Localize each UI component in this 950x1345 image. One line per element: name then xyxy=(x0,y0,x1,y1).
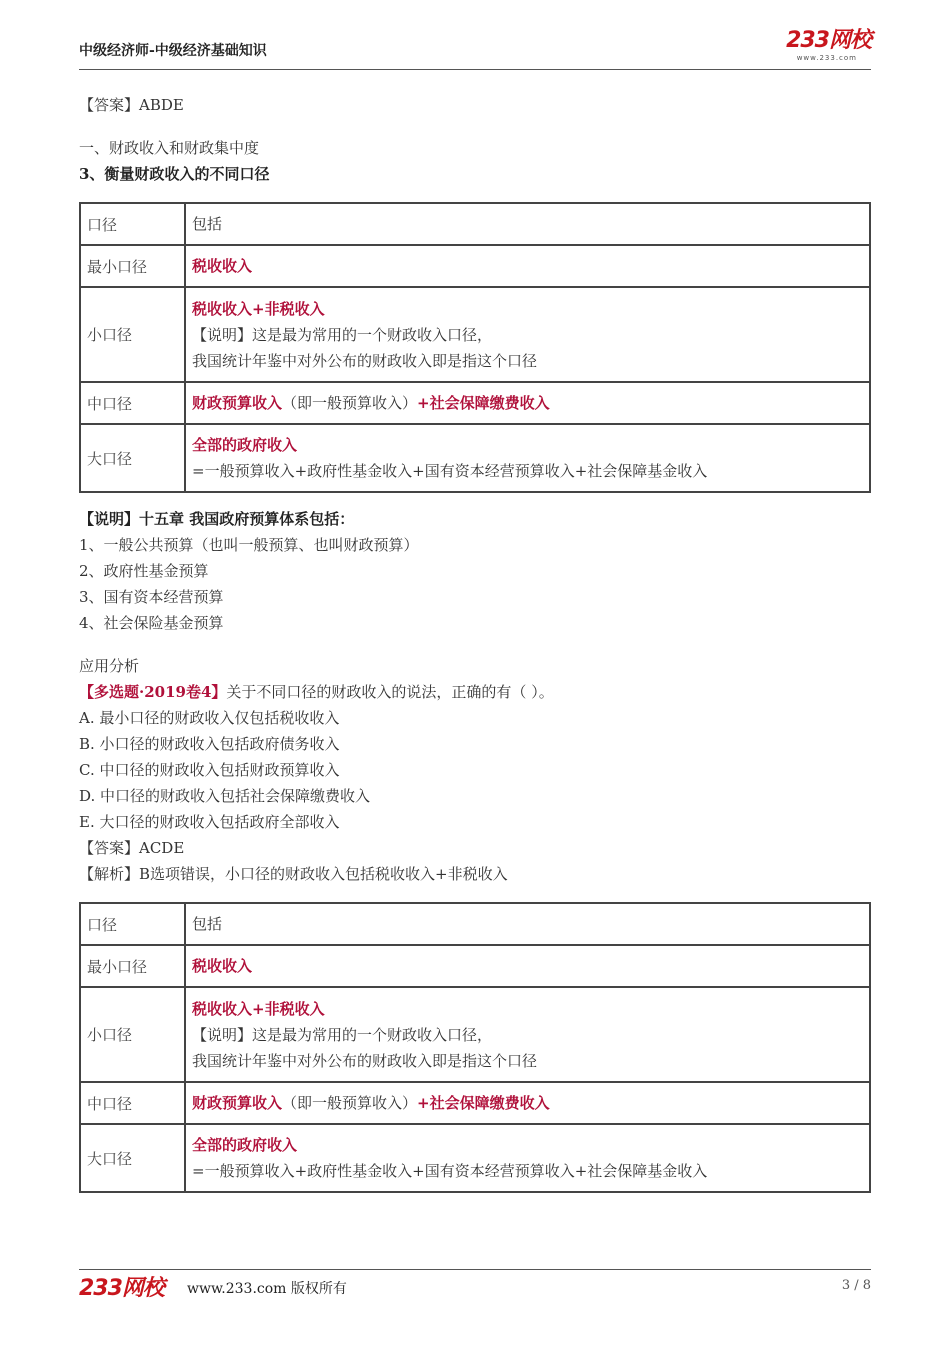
page-content xyxy=(79,92,871,1206)
row-note: 我国统计年鉴中对外公布的财政收入即是指这个口径 xyxy=(192,1051,538,1070)
list-item: 2、政府性基金预算 xyxy=(79,562,209,580)
table-row xyxy=(80,1124,870,1192)
col-header-includes: 包括 xyxy=(185,903,870,945)
table-header-row xyxy=(80,203,870,245)
revenue-scope-table-1 xyxy=(79,202,871,493)
footer-copyright: www.233.com 版权所有 xyxy=(187,1281,347,1297)
row-main-text: 财政预算收入 xyxy=(192,1094,283,1112)
row-main-text: 税收收入 xyxy=(192,257,253,275)
row-label: 小口径 xyxy=(80,287,185,382)
option-d: D. 中口径的财政收入包括社会保障缴费收入 xyxy=(79,787,371,805)
heading-revenue-scope: 3、衡量财政收入的不同口径 xyxy=(79,165,270,183)
explain-title: 【说明】十五章 我国政府预算体系包括： xyxy=(79,510,355,528)
row-main-text: 税收收入 xyxy=(192,957,253,975)
row-main-text: 全部的政府收入 xyxy=(192,1136,298,1154)
table-row xyxy=(80,1082,870,1124)
row-main-paren: （即一般预算收入） xyxy=(282,394,418,412)
option-a: A. 最小口径的财政收入仅包括税收收入 xyxy=(79,709,340,727)
row-main-text-b: +社会保障缴费收入 xyxy=(417,1094,550,1112)
list-item: 1、一般公共预算（也叫一般预算、也叫财政预算） xyxy=(79,536,419,554)
logo-text: 233网校 xyxy=(786,28,871,53)
question-text: 关于不同口径的财政收入的说法，正确的有（ ）。 xyxy=(226,683,554,701)
row-note: 【说明】这是最为常用的一个财政收入口径， xyxy=(192,1025,493,1044)
row-label: 中口径 xyxy=(80,1082,185,1124)
question-analysis: 【解析】B选项错误，小口径的财政收入包括税收收入+非税收入 xyxy=(79,865,508,883)
list-item: 4、社会保险基金预算 xyxy=(79,614,224,632)
row-main-text: 财政预算收入 xyxy=(192,394,283,412)
list-item: 3、国有资本经营预算 xyxy=(79,588,224,606)
row-label: 中口径 xyxy=(80,382,185,424)
row-main-text-b: +社会保障缴费收入 xyxy=(417,394,550,412)
col-header-scope: 口径 xyxy=(80,903,185,945)
option-c: C. 中口径的财政收入包括财政预算收入 xyxy=(79,761,340,779)
table-row xyxy=(80,945,870,987)
row-note: 我国统计年鉴中对外公布的财政收入即是指这个口径 xyxy=(192,351,538,370)
section-application: 应用分析 xyxy=(79,657,140,675)
col-header-includes: 包括 xyxy=(185,203,870,245)
page-footer xyxy=(79,1269,871,1303)
row-main-paren: （即一般预算收入） xyxy=(282,1094,418,1112)
question-stem xyxy=(79,679,871,705)
table-row xyxy=(80,245,870,287)
question-tag: 【多选题·2019卷4】 xyxy=(79,683,227,701)
table-row xyxy=(80,287,870,382)
row-label: 最小口径 xyxy=(80,245,185,287)
row-label: 大口径 xyxy=(80,424,185,492)
row-note: =一般预算收入+政府性基金收入+国有资本经营预算收入+社会保障基金收入 xyxy=(192,462,708,480)
logo-url: www.233.com xyxy=(796,54,857,62)
row-main-text: 税收收入+非税收入 xyxy=(192,299,325,318)
footer-logo: 233网校 xyxy=(79,1276,164,1301)
table-header-row xyxy=(80,903,870,945)
page-header xyxy=(79,28,871,70)
answer-text: 【答案】ABDE xyxy=(79,96,184,114)
brand-logo xyxy=(786,28,871,62)
document-title: 中级经济师-中级经济基础知识 xyxy=(79,43,267,59)
revenue-scope-table-2 xyxy=(79,902,871,1193)
row-note: 【说明】这是最为常用的一个财政收入口径， xyxy=(192,325,493,344)
row-main-text: 全部的政府收入 xyxy=(192,436,298,454)
heading-fiscal-revenue: 一、财政收入和财政集中度 xyxy=(79,139,260,157)
table-row xyxy=(80,987,870,1082)
row-label: 小口径 xyxy=(80,987,185,1082)
page-number: 3 / 8 xyxy=(841,1278,871,1293)
question-answer: 【答案】ACDE xyxy=(79,839,185,857)
table-row xyxy=(80,424,870,492)
option-e: E. 大口径的财政收入包括政府全部收入 xyxy=(79,813,340,831)
row-label: 大口径 xyxy=(80,1124,185,1192)
table-row xyxy=(80,382,870,424)
row-main-text: 税收收入+非税收入 xyxy=(192,999,325,1018)
row-note: =一般预算收入+政府性基金收入+国有资本经营预算收入+社会保障基金收入 xyxy=(192,1162,708,1180)
row-label: 最小口径 xyxy=(80,945,185,987)
option-b: B. 小口径的财政收入包括政府债务收入 xyxy=(79,735,340,753)
col-header-scope: 口径 xyxy=(80,203,185,245)
